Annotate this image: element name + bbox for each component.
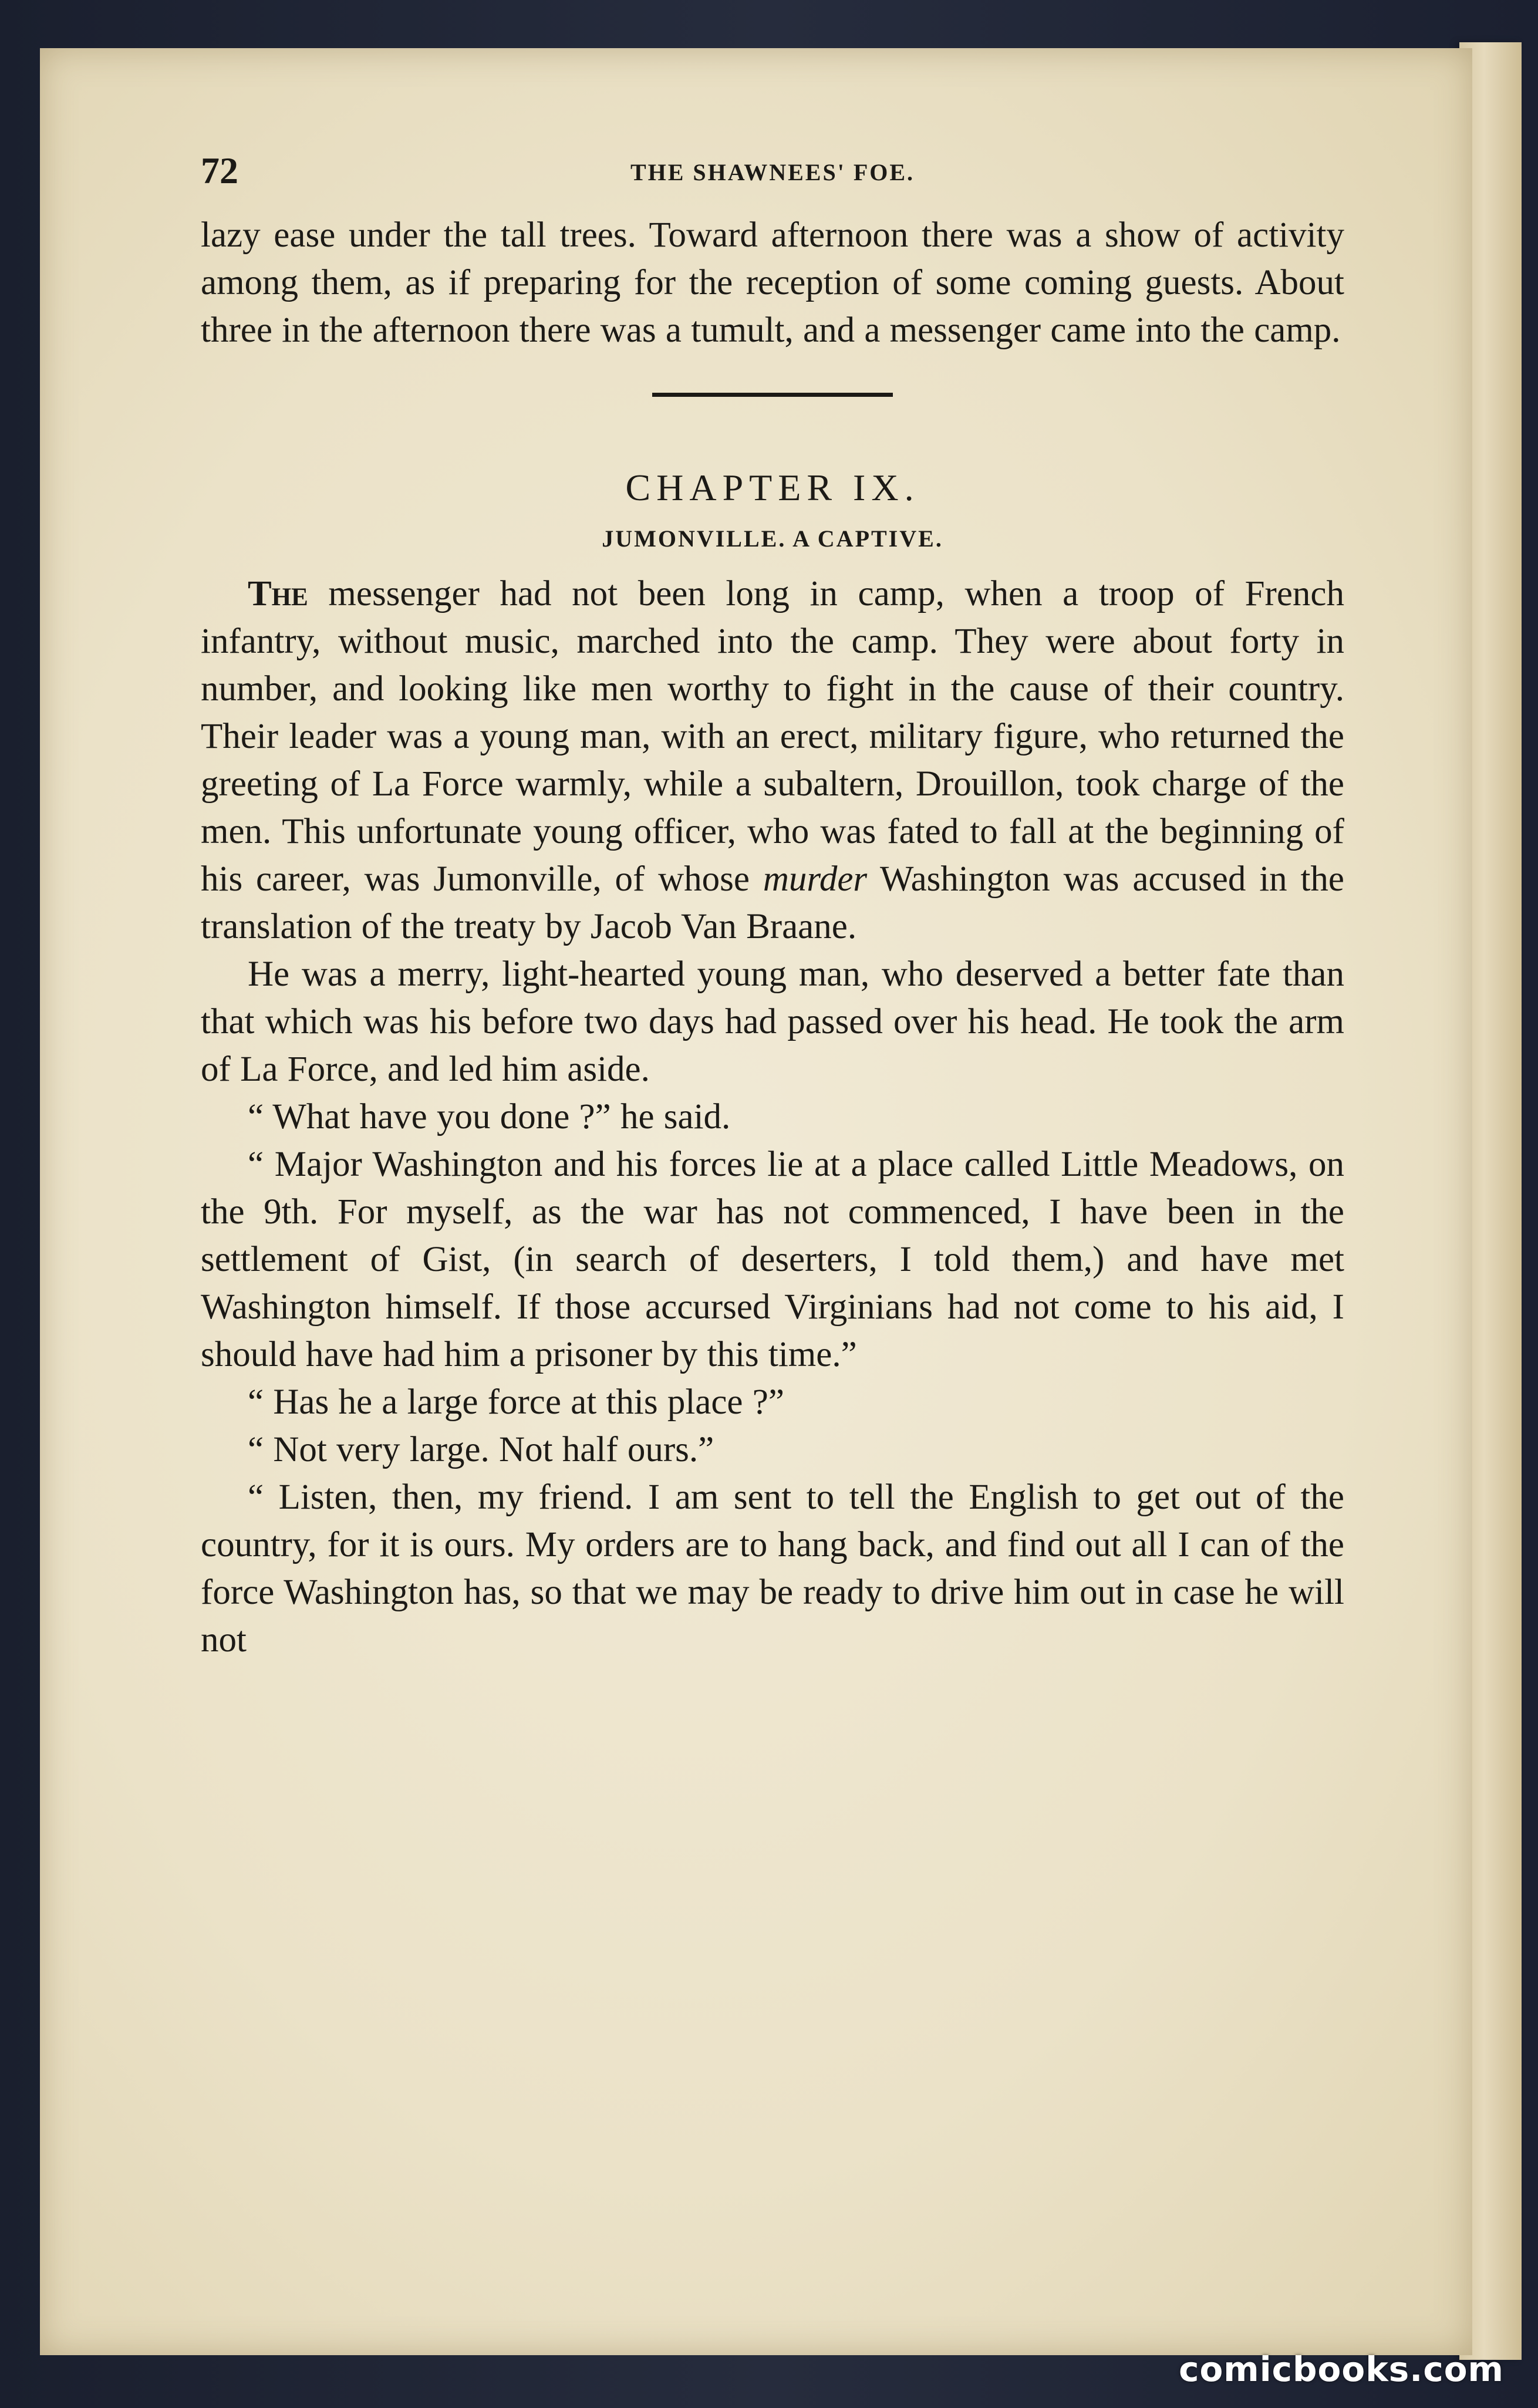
paragraph: “ What have you done ?” he said. xyxy=(248,1097,731,1136)
opening-word: The xyxy=(248,574,308,613)
paragraph-continuation: lazy ease under the tall trees. Toward afternoon there was a show of activity among them, as if preparing for the reception of some coming guests. About three in the afternoon there was a tumult, and a messenger came into the camp. xyxy=(201,215,1344,350)
running-title: THE SHAWNEES' FOE. xyxy=(630,159,915,186)
watermark-logo: comicbooks.com xyxy=(1179,2349,1504,2389)
chapter-heading: CHAPTER IX. xyxy=(625,467,920,508)
paragraph-text: messenger had not been long in camp, when a troop of French infantry, without music, marched into the camp. They were about forty in number, and looking like men worthy to fight in the cause of their country. Their leader was a young man, with an erect, military figure, who returned the greeting of La Force warmly, while a subaltern, Drouillon, took charge of the men. This unfortunate young officer, who was fated to fall at the beginning of his career, was Jumonville, of whose xyxy=(201,574,1344,899)
paragraph-chapter-opening xyxy=(201,570,1344,950)
running-head xyxy=(201,141,1344,211)
section-divider xyxy=(652,393,893,397)
page-number: 72 xyxy=(201,150,238,191)
paragraph: “ Listen, then, my friend. I am sent to tell the English to get out of the country, for it is ours. My orders are to hang back, and find out all I can of the force Washington has, so that we may be ready to drive him out in case he will not xyxy=(201,1478,1344,1660)
paragraph-text: Washington was accused in the translation of the treaty by Jacob Van Braane. xyxy=(201,859,1345,946)
italic-word: murder xyxy=(763,859,868,899)
paragraph: “ Has he a large force at this place ?” xyxy=(248,1382,784,1422)
page-text xyxy=(201,141,1344,1664)
paragraph: “ Not very large. Not half ours.” xyxy=(248,1430,714,1469)
paragraph: “ Major Washington and his forces lie at a place called Little Meadows, on the 9th. For myself, as the war has not commenced, I have been in the settlement of Gist, (in search of deserters, I told them,) and have met Washington himself. If those accursed Virginians had not come to his aid, I should have had him a prisoner by this time.” xyxy=(201,1145,1344,1374)
chapter-subheading: JUMONVILLE. A CAPTIVE. xyxy=(602,525,943,552)
paragraph: He was a merry, light-hearted young man, who deserved a better fate than that which was his before two days had passed over his head. He took the arm of La Force, and led him aside. xyxy=(201,955,1344,1089)
